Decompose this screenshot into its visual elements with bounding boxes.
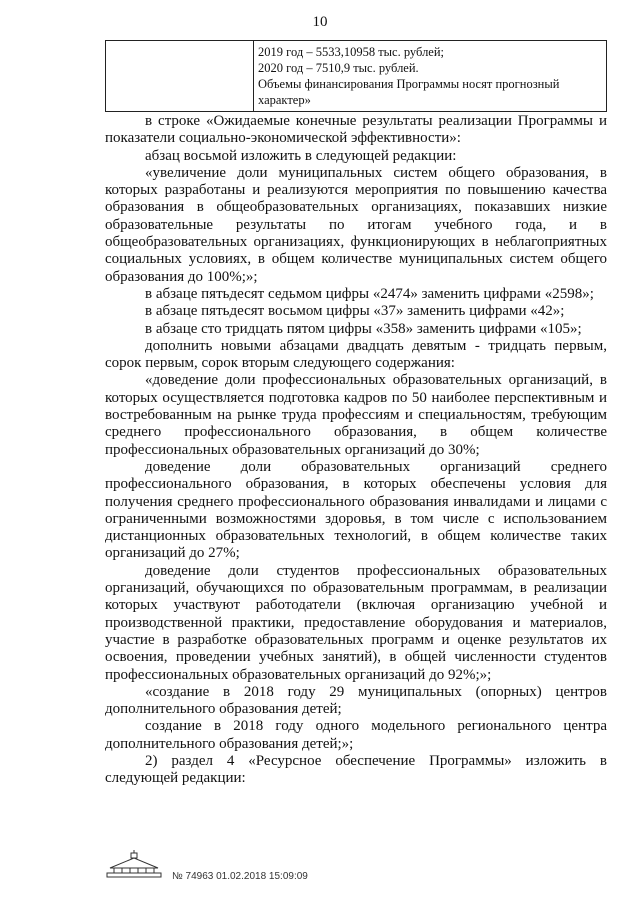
paragraph: «создание в 2018 году 29 муниципальных (опорных) центров дополнительного образования детей; <box>105 683 607 718</box>
paragraph: «доведение доли профессиональных образовательных организаций, в которых осуществляется подготовка кадров по 50 наиболее перспективным и востребованным на рынке труда профессиям и специальностям, требующим среднего профессионального образования, в общем количестве профессиональных образовательных организаций до 30%; <box>105 372 607 458</box>
funding-line-2020: 2020 год – 7510,9 тыс. рублей. <box>258 61 419 75</box>
document-stamp: № 74963 01.02.2018 15:09:09 <box>172 871 308 882</box>
table-cell-empty <box>106 41 254 112</box>
paragraph: «увеличение доли муниципальных систем общего образования, в которых разработаны и реализуются мероприятия по повышению качества образования в общеобразовательных организациях, показавших низкие образовательные результаты по итогам учебного года, и в общеобразовательных организациях, функционирующих в неблагоприятных социальных условиях, в общем количестве муниципальных систем общего образования до 100%;»; <box>105 164 607 285</box>
table-cell-funding <box>254 41 607 112</box>
paragraph: доведение доли студентов профессиональных образовательных организаций, обучающихся по образовательным программам, в реализации которых участвуют работодатели (включая организацию учебной и производственной практики, предоставление оборудования и материалов, участие в разработке образовательных программ и оценке результатов их освоения, проведении учебных занятий), в общей численности студентов профессиональных образовательных организаций до 92%;»; <box>105 562 607 683</box>
paragraph: в абзаце пятьдесят восьмом цифры «37» заменить цифрами «42»; <box>145 303 565 320</box>
table-row <box>106 41 607 112</box>
paragraph: доведение доли образовательных организаций среднего профессионального образования, в которых обеспечены условия для получения среднего профессионального образования инвалидами и лицами с ограниченными возможностями здоровья, в том числе с использованием дистанционных образовательных технологий, в общем количестве таких организаций до 27%; <box>105 458 607 562</box>
funding-line-2019: 2019 год – 5533,10958 тыс. рублей; <box>258 45 445 59</box>
paragraph: в строке «Ожидаемые конечные результаты реализации Программы и показатели социально-экономической эффективности»: <box>105 113 607 147</box>
funding-note-line-1: Объемы финансирования Программы носят прогнозный <box>258 77 560 91</box>
paragraph: в абзаце пятьдесят седьмом цифры «2474» заменить цифрами «2598»; <box>145 285 594 302</box>
funding-note-line-2: характер» <box>258 93 311 107</box>
building-logo-icon <box>104 850 164 878</box>
paragraph: дополнить новыми абзацами двадцать девятым - тридцать первым, сорок первым, сорок вторым следующего содержания: <box>105 337 607 372</box>
paragraph: в абзаце сто тридцать пятом цифры «358» заменить цифрами «105»; <box>145 320 582 337</box>
paragraph: 2) раздел 4 «Ресурсное обеспечение Программы» изложить в следующей редакции: <box>105 752 607 787</box>
paragraph: абзац восьмой изложить в следующей редакции: <box>145 147 457 164</box>
document-body <box>105 113 607 788</box>
page-number: 10 <box>312 14 328 30</box>
funding-table <box>105 40 607 112</box>
paragraph: создание в 2018 году одного модельного регионального центра дополнительного образования детей;»; <box>105 718 607 752</box>
